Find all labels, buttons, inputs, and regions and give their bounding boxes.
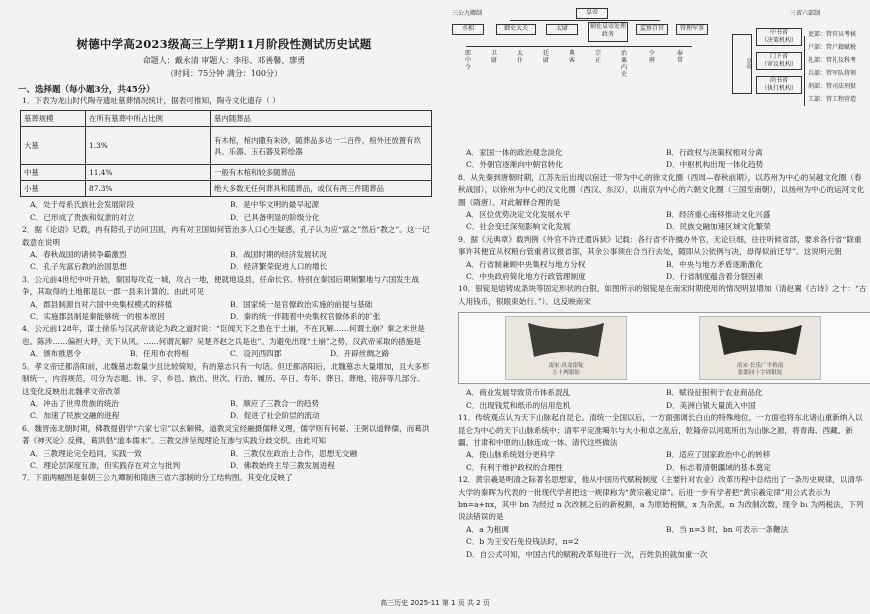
table-cell: 中墓 bbox=[21, 165, 86, 181]
option: B．战国时期的经济发展状况 bbox=[230, 250, 327, 260]
question-7 bbox=[22, 472, 432, 484]
q1-options bbox=[30, 199, 430, 224]
qing-box: 太仆 bbox=[516, 50, 523, 64]
exam-title: 树德中学高2023级高三上学期11月阶段性测试历史试题 bbox=[76, 37, 372, 51]
q6-options bbox=[30, 448, 430, 473]
option: B．适应了国家政治中心的转移 bbox=[666, 450, 771, 460]
table-header-row bbox=[21, 111, 432, 127]
option: B．当 n=3 时，bn 可表示一条鞭法 bbox=[666, 524, 789, 534]
q12-option-d bbox=[466, 549, 866, 561]
question-stem: 1．下表为龙山时代陶寺遗址墓葬情况统计，据表可推知，陶寺文化遗存（ ） bbox=[22, 96, 280, 105]
exam-meta: （时间：75分钟 满分：100分） bbox=[166, 69, 282, 78]
sheng-box bbox=[756, 76, 802, 94]
ingot-image-left bbox=[505, 316, 627, 380]
image-caption bbox=[506, 363, 626, 377]
option: A．a 为租调 bbox=[466, 524, 509, 534]
option: C．外朝官逐渐向中朝官转化 bbox=[466, 160, 563, 170]
option: B．顺应了三教合一的趋势 bbox=[230, 398, 320, 408]
table-cell: 87.3% bbox=[86, 181, 211, 197]
q9-options bbox=[466, 259, 866, 284]
q4-options bbox=[30, 348, 430, 360]
option: C．中央政府简化地方行政管理制度 bbox=[466, 272, 586, 282]
page-footer: 高三历史 2025-11 第 1 页 共 2 页 bbox=[380, 599, 490, 607]
sheng-role: （审议机构） bbox=[760, 61, 797, 68]
option: A．商业发展导致货币体系混乱 bbox=[466, 388, 571, 398]
question-3 bbox=[22, 274, 432, 299]
option: B．任用布衣将相 bbox=[130, 349, 189, 359]
exam-authors: 命题人：戴永清 审题人：李彤、邓善馨、廖勇 bbox=[142, 56, 306, 65]
question-12 bbox=[458, 474, 868, 524]
caption-line: 南宋·长乐广平桥南 bbox=[736, 363, 784, 370]
question-stem: 7．下面两幅图是秦朝三公九卿制和隋唐三省六部制的分工结构图。其变化反映了 bbox=[22, 473, 293, 483]
caption-line: 张郎同十字周银锭 bbox=[737, 370, 783, 377]
sheng-label: 尚书省 bbox=[769, 77, 788, 84]
table-cell: 11.4% bbox=[86, 165, 211, 181]
gong-box: 丞相 bbox=[452, 24, 484, 35]
question-stem: 3．公元前4世纪中叶开始，秦国每攻克一城，攻占一地，便就地设县，任命长官。特别在秦国后期频繁地与六国发生战争，其取得的土地都是以一郡一县来计算的。由此可见 bbox=[22, 274, 419, 297]
option: B．三教仅在政治上合作，思想无交融 bbox=[230, 448, 358, 458]
qing-box: 卫尉 bbox=[490, 50, 497, 64]
option: B．赋役征银利于农业商品化 bbox=[666, 388, 763, 398]
option: A．区位优势决定文化发展水平 bbox=[466, 210, 571, 220]
option: D．促进了社会阶层的流动 bbox=[230, 411, 320, 421]
q2-options bbox=[30, 249, 430, 274]
right-column bbox=[450, 0, 870, 561]
gong-role-box: 监察百官 bbox=[636, 24, 668, 35]
qing-box: 郎中令 bbox=[464, 50, 471, 71]
question-stem: 6．魏晋南北朝时期，佛教提倡学“六家七宗”以玄解佛，道教灵宝经融摄儒释义理，儒学则有何晏、王弼以道释儒，而葛洪著《神灭论》反佛，葛洪倡“道本儒末”。三教交涉呈现理论互渗与实践分歧交织。由此可知 bbox=[22, 423, 430, 446]
option: D．已具备明显的阶级分化 bbox=[230, 212, 320, 222]
q8-options bbox=[466, 209, 866, 234]
bu-item: 户部：管户籍赋税 bbox=[808, 44, 857, 51]
table-row bbox=[21, 127, 432, 165]
table-cell: 在所有墓葬中所占比例 bbox=[86, 111, 211, 127]
silver-ingot-images bbox=[458, 312, 870, 384]
gong-box: 太尉 bbox=[546, 24, 578, 35]
sheng-box bbox=[756, 28, 802, 46]
option: C．b 为王安石免役钱法时，n=2 bbox=[466, 537, 579, 547]
gong-role-box: 辅佐皇帝处理政务 bbox=[588, 22, 628, 42]
q1-table bbox=[20, 110, 432, 197]
option: C．有利于维护政权的合理性 bbox=[466, 462, 563, 472]
option: A．冲击了世卑贵族的统治 bbox=[30, 398, 120, 408]
option: A．家国一体的政治观念淡化 bbox=[466, 148, 563, 157]
qing-box: 奉常 bbox=[676, 50, 683, 64]
question-stem: 8．从先秦到唐朝时期，江苏先后出现以宿迁一带为中心的徐文化圈（西周—春秋前期），以苏州为中心的吴越文化圈（春秋战国），以徐州为中心的汉文化圈（西汉、东汉），以南京为中心的六朝文化圈（三国至南朝），以扬州为中心的运河文化圈（隋唐）。对此解释合理的是 bbox=[458, 172, 865, 207]
q12-options bbox=[466, 524, 866, 549]
table-cell: 有木棺，棺内撒有朱砂，随葬品多达一二百件，棺外还放置有玖具、乐器、玉石器及彩绘器 bbox=[211, 127, 432, 165]
option: A．三教理论完全趋同，实践一致 bbox=[30, 448, 142, 458]
sheng-role: （执行机构） bbox=[760, 85, 797, 92]
option: D．秦的统一伴随着中央集权官僚体系的扩张 bbox=[230, 312, 381, 322]
qing-box: 宗正 bbox=[594, 50, 601, 64]
table-cell: 1.3% bbox=[86, 127, 211, 165]
option: C．加速了民族交融的进程 bbox=[30, 411, 120, 421]
option: B．行政权与决策权相对分离 bbox=[666, 148, 763, 157]
qing-box: 廷尉 bbox=[542, 50, 549, 64]
bu-item: 吏部：管官员考核 bbox=[808, 31, 857, 38]
option: B．经济重心南移推动文化兴盛 bbox=[666, 210, 771, 220]
option: D．美洲白银大量流入中国 bbox=[666, 400, 756, 410]
qing-box: 少府 bbox=[648, 50, 655, 64]
question-stem: 9．据《元典章》载判例《外官不许迁遣诉狱》记载：各行省不许擅办外官，无论巨细，往往听候省部，要求各行省“除重事许其便宜从权粮台管重者议报省部，其余公事须在合当行去处，随即从公依例与决，毋得似前迁导”。这说明元朝 bbox=[458, 234, 862, 257]
option: A．使山脉系统划分更科学 bbox=[466, 450, 556, 460]
option: D．行省制度蕴含着分裂因素 bbox=[666, 272, 764, 282]
diagram-left-title: 三公九卿制 bbox=[452, 10, 483, 17]
option: A．处于母系氏族社会发展阶段 bbox=[30, 200, 135, 210]
option: C．已形成了贵族和奴隶的对立 bbox=[30, 212, 135, 222]
question-4 bbox=[22, 323, 432, 348]
question-10 bbox=[458, 283, 868, 308]
ingot-image-right bbox=[699, 316, 821, 380]
option: C．孔子先富后教的治国思想 bbox=[30, 262, 127, 272]
table-row bbox=[21, 165, 432, 181]
option: D．开辟丝绸之路 bbox=[330, 349, 390, 359]
bu-item: 工部：管工程营造 bbox=[808, 96, 857, 103]
question-2 bbox=[22, 224, 432, 249]
q3-options bbox=[30, 299, 430, 324]
option: C．出现钱荒和纸币的信用危机 bbox=[466, 400, 571, 410]
caption-line: 五十两银锭 bbox=[552, 370, 580, 377]
sheng-role: （决策机构） bbox=[760, 37, 797, 44]
option: B．中央与地方矛盾逐渐激化 bbox=[666, 259, 763, 269]
question-8 bbox=[458, 172, 868, 209]
image-caption bbox=[700, 363, 820, 377]
silver-ingot-icon bbox=[700, 317, 820, 363]
table-cell: 小墓 bbox=[21, 181, 86, 197]
option: B．国家统一是官僚政治实施的前提与基础 bbox=[230, 299, 373, 309]
option: D．自公式可知，中国古代的赋税改革每进行一次，百姓负担就加重一次 bbox=[466, 549, 708, 559]
question-stem: 5．孝文帝迁都洛阳前，北魏墓志数量少且比较简短，有的墓志只有一句话。但迁都洛阳后，北魏墓志大量增加，且大多形制统一，内容规范，可分为志题、讳、字、乡邑、族出、世次、行治、履历、卒日、寿年、葬日、葬地、铭辞等几部分。这变化反映出北魏孝文帝改革 bbox=[22, 361, 430, 396]
option: D．标志着清朝疆域的基本奠定 bbox=[666, 462, 771, 472]
sheng-label: 中书省 bbox=[769, 29, 788, 36]
option: C．实施郡县制是秦能够统一的根本原因 bbox=[30, 312, 165, 322]
question-stem: 10．银锭是熔铸成条块等固定形状的白银，如图所示的银锭是在南宋时期使用的情况明显增加（清赵翼《古诗》之十：“古人用钱币，银眼束始行。”）。这反映南宋 bbox=[458, 284, 867, 306]
section-heading: 一、选择题（每小题3分，共45分） bbox=[18, 85, 155, 95]
table-cell: 墓内随葬品 bbox=[211, 111, 432, 127]
question-stem: 12．黄宗羲是明清之际著名思想家，他从中国历代赋税制度（主要针对农业）改革历程中总结出了一条历史规律，以清华大学的秦晖为代表的一批现代学者把这一规律称为“黄宗羲定律”。后进一步有学者把“黄宗羲定律”用公式表示为 bn=a+nx，其中 bn 为经过 n 次改制之后的新税额，a 为原始税额，x 为杂派，n 为改制次数，现令 b₁ 为两税法，下列说法错误的是 bbox=[458, 475, 864, 522]
question-11 bbox=[458, 412, 868, 449]
option: D．经济繁荣促进人口的增长 bbox=[230, 262, 328, 272]
bu-item: 礼部：管礼仪科考 bbox=[808, 57, 857, 64]
caption-line: 南宋·真龙银锭 bbox=[548, 363, 584, 370]
bu-item: 刑部：管司法刑狱 bbox=[808, 83, 857, 90]
left-column bbox=[14, 0, 434, 485]
table-cell: 一般有木棺和较多随葬品 bbox=[211, 165, 432, 181]
sheng-label: 门下省 bbox=[769, 53, 788, 60]
option: D．民族交融加速区域文化繁荣 bbox=[666, 222, 771, 232]
option: C．设河西四郡 bbox=[230, 349, 282, 359]
option: D．中枢机构出现一体化趋势 bbox=[666, 160, 764, 170]
question-6 bbox=[22, 423, 432, 448]
table-cell: 大墓 bbox=[21, 127, 86, 165]
option: C．社会变迁深刻影响文化发展 bbox=[466, 222, 571, 232]
table-row bbox=[21, 181, 432, 197]
option: C．理论层深度互渗，但实践存在对立与批判 bbox=[30, 460, 181, 470]
diagram-right-title: 三省六部制 bbox=[790, 10, 821, 17]
bu-item: 兵部：管军队将领 bbox=[808, 70, 857, 77]
question-stem: 2．据《论语》记载，冉有陪孔子访问卫国，冉有对卫国如何管治多人口心生疑惑，孔子认为应“富之”然后“教之”。这一记载意在说明 bbox=[22, 225, 430, 247]
bu-list bbox=[808, 28, 856, 106]
silver-ingot-icon bbox=[506, 317, 626, 363]
emperor-box-right: 皇帝 bbox=[732, 34, 752, 94]
option: A．颁布推恩令 bbox=[30, 349, 82, 359]
question-stem: 11．传统观点认为天下山脉起自昆仑。清统一全国以后，一方面强调长白山的特殊地位，一方面也将东北诸山重新纳入以昆仑为中心的天下山脉系统中；清军平定准噶尔与大小和卓之乱后，乾隆帝以河底所出为山脉之源，将青海、西藏、新疆、甘肃和中原的山脉连成一体。清代这些做法 bbox=[458, 413, 863, 447]
q5-options bbox=[30, 398, 430, 423]
question-5 bbox=[22, 361, 432, 398]
option: B．是中华文明的最早起源 bbox=[230, 200, 320, 210]
q10-options bbox=[466, 387, 866, 412]
table-cell: 绝大多数无任何葬具和随葬品，或仅有两三件随葬品 bbox=[211, 181, 432, 197]
governance-diagram bbox=[450, 6, 870, 161]
gong-box: 御史大夫 bbox=[496, 24, 536, 35]
gong-role-box: 管理军事 bbox=[676, 24, 708, 35]
option: A．郡县制源自对六国中央集权模式的移植 bbox=[30, 299, 173, 309]
option: A．行省制兼顾中央集权与地方分权 bbox=[466, 259, 586, 269]
question-stem: 4．公元前128年，谋士徐乐与汉武帝谈论为政之道时说：“臣闻天下之患在于土崩，不在瓦解……何谓土崩？秦之末世是也。陈涉……偏袒大呼，天下从风。……何谓瓦解？吴楚齐赵之兵是也”。为避免出现“土崩”之势，汉武帝采取的措施是 bbox=[22, 324, 425, 346]
question-9 bbox=[458, 234, 868, 259]
option: A．春秋战国的诸侯争霸激烈 bbox=[30, 250, 127, 260]
question-1 bbox=[22, 95, 432, 107]
option: D．佛教始终主导三教发展进程 bbox=[230, 460, 335, 470]
sheng-box bbox=[756, 52, 802, 70]
emperor-box: 皇帝 bbox=[576, 8, 608, 19]
qing-box: 治粟内史 bbox=[620, 50, 627, 78]
q11-options bbox=[466, 449, 866, 474]
table-cell: 墓葬规模 bbox=[21, 111, 86, 127]
qing-box: 典客 bbox=[568, 50, 575, 64]
